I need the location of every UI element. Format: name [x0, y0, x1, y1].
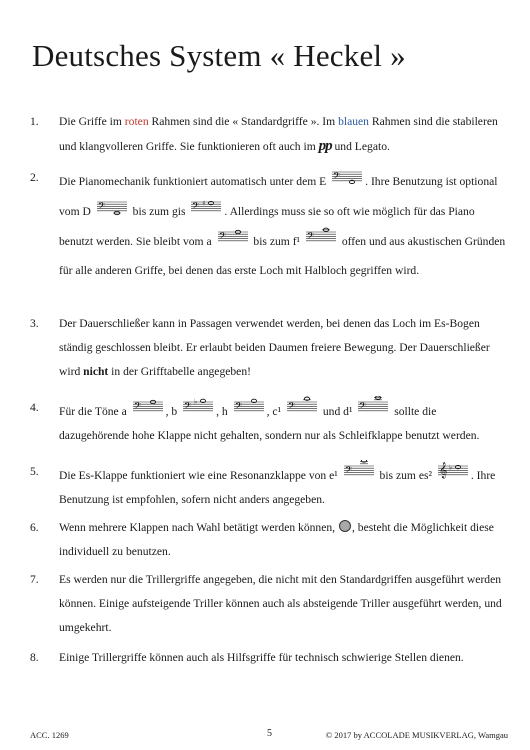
svg-text:𝄢: 𝄢	[192, 200, 200, 214]
red-frame-word: roten	[124, 115, 149, 128]
text-run: bis zum f¹	[250, 235, 303, 248]
footer-page-number: 5	[267, 728, 272, 739]
item-text	[59, 312, 508, 384]
text-run: . Ihre Benutzung ist empfohlen, sofern nicht anders angegeben.	[59, 469, 496, 506]
staff-lines	[191, 196, 221, 218]
item-text	[59, 396, 508, 448]
text-run: Der Dauerschließer kann in Passagen verwendet werden, bei denen das Loch im Es-Bogen ständig geschlossen bleibt. Er erlaubt beiden Daumen freiere Bewegung. Der Dauerschließer wird	[59, 317, 490, 378]
svg-text:𝄞: 𝄞	[438, 462, 448, 479]
item-number: 8.	[30, 651, 39, 664]
text-run: , b	[165, 405, 181, 418]
text-run: offen und aus akustischen Gründen für alle anderen Griffe, bei denen das erste Loch mit Halbloch gegriffen wird.	[59, 235, 506, 277]
text-run: Die Es-Klappe funktioniert wie eine Resonanzklappe von e¹	[59, 469, 341, 482]
staff-lines	[133, 396, 163, 418]
text-run: bis zum gis	[129, 205, 189, 218]
text-run: , besteht die Möglichkeit diese individuell zu benutzen.	[59, 521, 494, 558]
music-notation-icon	[344, 460, 374, 482]
footer-copyright: © 2017 by ACCOLADE MUSIKVERLAG, Wamgau	[325, 730, 508, 740]
text-run: und d¹	[319, 405, 356, 418]
svg-text:♭: ♭	[448, 463, 453, 472]
item-text	[59, 460, 508, 512]
staff-lines	[306, 226, 336, 248]
footer-catalog-number: ACC. 1269	[30, 730, 69, 740]
text-run: sollte die dazugehörende hohe Klappe nicht gehalten, sondern nur als Schleifklappe benutzt werden.	[59, 405, 480, 442]
text-run: Einige Trillergriffe können auch als Hilfsgriffe für technisch schwierige Stellen dienen.	[59, 651, 464, 664]
svg-text:𝄢: 𝄢	[184, 400, 192, 414]
item-number: 4.	[30, 401, 39, 414]
text-run: . Allerdings muss sie so oft wie möglich für das Piano benutzt werden. Sie bleibt vom a	[59, 205, 475, 248]
staff-lines	[438, 460, 468, 482]
item-text	[59, 166, 508, 285]
staff-lines	[234, 396, 264, 418]
blue-frame-word: blauen	[338, 115, 369, 128]
music-notation-icon	[234, 396, 264, 418]
svg-text:♭: ♭	[194, 397, 198, 406]
music-notation-icon	[438, 460, 468, 482]
staff-lines	[218, 226, 248, 248]
music-notation-icon	[287, 396, 317, 418]
item-text	[59, 516, 508, 564]
svg-text:𝄢: 𝄢	[333, 170, 341, 184]
text-run: Es werden nur die Trillergriffe angegeben, die nicht mit den Standardgriffen ausgeführt werden können. Einige aufsteigende Triller können auch als absteigende Triller ausgeführt werden, und umgekehrt.	[59, 573, 502, 634]
item-number: 2.	[30, 171, 39, 184]
staff-lines	[332, 166, 362, 188]
music-notation-icon	[97, 196, 127, 218]
emphasis-text: nicht	[83, 365, 109, 378]
music-notation-icon	[133, 396, 163, 418]
music-notation-icon	[218, 226, 248, 248]
text-run: , c¹	[266, 405, 284, 418]
text-run: Rahmen sind die « Standardgriffe ». Im	[148, 115, 339, 128]
music-notation-icon	[358, 396, 388, 418]
svg-text:𝄢: 𝄢	[234, 400, 242, 414]
svg-text:𝄢: 𝄢	[133, 400, 141, 414]
svg-text:𝄢: 𝄢	[306, 230, 315, 244]
svg-text:𝄢: 𝄢	[344, 464, 352, 478]
text-run: bis zum es²	[376, 469, 435, 482]
music-notation-icon	[191, 196, 221, 218]
text-run: in der Grifftabelle angegeben!	[108, 365, 251, 378]
item-text	[59, 568, 508, 640]
svg-text:𝄢: 𝄢	[287, 400, 296, 414]
page-title: Deutsches System « Heckel »	[32, 38, 406, 73]
staff-lines	[358, 396, 388, 418]
text-run: . Ihre Benutzung ist optional vom D	[59, 175, 498, 218]
item-number: 5.	[30, 465, 39, 478]
text-run: Rahmen sind die stabileren und klangvolleren Griffe. Sie funktionieren oft auch im	[59, 115, 498, 153]
music-notation-icon	[332, 166, 362, 188]
text-run: und Legato.	[331, 140, 390, 153]
item-number: 3.	[30, 317, 39, 330]
dynamic-mark: pp	[318, 138, 332, 154]
svg-text:𝄢: 𝄢	[359, 400, 367, 414]
staff-lines	[344, 460, 374, 482]
text-run: Wenn mehrere Klappen nach Wahl betätigt werden können,	[59, 521, 338, 534]
staff-lines	[183, 396, 213, 418]
item-text	[59, 646, 508, 670]
item-number: 7.	[30, 573, 39, 586]
text-run: Die Griffe im	[59, 115, 125, 128]
item-number: 6.	[30, 521, 39, 534]
svg-text:𝄢: 𝄢	[97, 200, 105, 214]
text-run: Die Pianomechanik funktioniert automatisch unter dem E	[59, 175, 330, 188]
svg-text:♯: ♯	[202, 199, 206, 208]
grey-key-circle-icon	[339, 520, 351, 532]
item-text	[59, 110, 508, 159]
svg-text:𝄢: 𝄢	[218, 230, 226, 244]
text-run: Für die Töne a	[59, 405, 130, 418]
music-notation-icon	[183, 396, 213, 418]
music-notation-icon	[306, 226, 336, 248]
staff-lines	[287, 396, 317, 418]
staff-lines	[97, 196, 127, 218]
text-run: , h	[216, 405, 231, 418]
item-number: 1.	[30, 115, 39, 128]
